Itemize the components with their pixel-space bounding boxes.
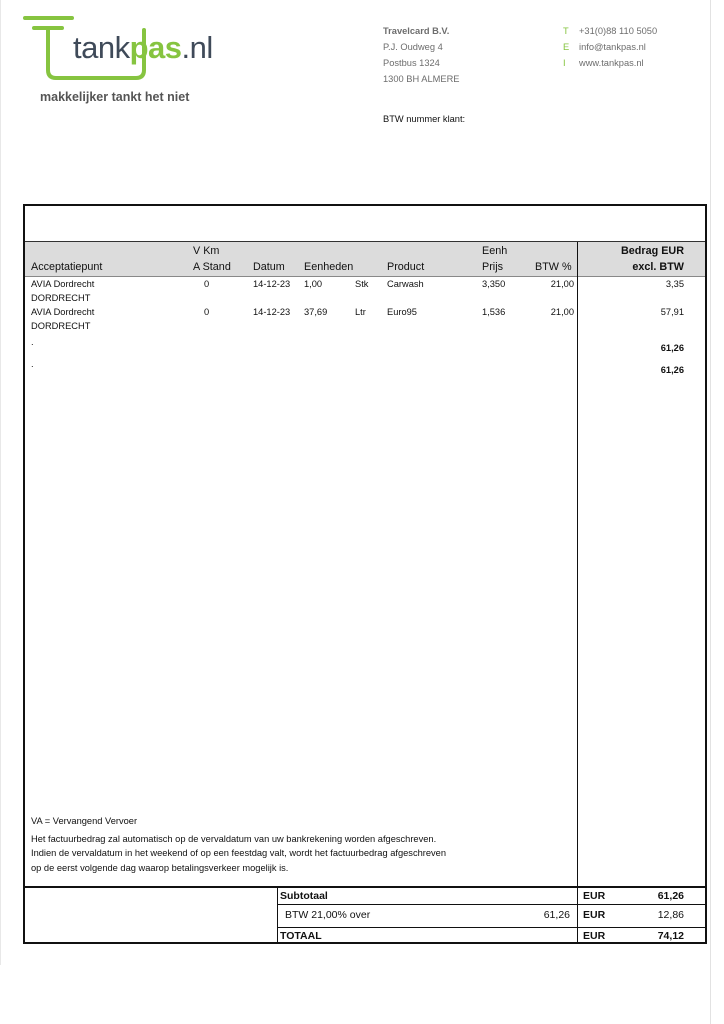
brand-part-pas: pas — [129, 30, 182, 65]
table-row-price: 1,536 — [482, 307, 506, 317]
company-address-line: 1300 BH ALMERE — [383, 74, 460, 84]
company-address-line: Postbus 1324 — [383, 58, 440, 68]
header-astand: A Stand — [193, 261, 231, 273]
brand-part-nl: .nl — [181, 30, 213, 65]
contact-key-web: I — [563, 58, 566, 68]
table-row-unit: Stk — [355, 279, 369, 289]
header-eenh: Eenh — [482, 245, 508, 257]
contact-key-email: E — [563, 42, 570, 52]
table-row-amount: 57,91 — [660, 307, 684, 317]
table-row-city: DORDRECHT — [31, 293, 91, 303]
note-line: Indien de vervaldatum in het weekend of op een feestdag valt, wordt het factuurbedrag afgeschreven — [31, 848, 447, 858]
table-row-km: 0 — [204, 307, 210, 317]
btw-base-amount: 61,26 — [543, 909, 570, 921]
note-line: Het factuurbedrag zal automatisch op de vervaldatum van uw bankrekening worden afgeschreven. — [31, 833, 437, 844]
note-line: op de eerst volgende dag waarop betalingsverkeer mogelijk is. — [31, 862, 289, 873]
table-row-price: 3,350 — [482, 279, 506, 289]
header-prijs: Prijs — [482, 261, 503, 273]
subtotaal-label: Subtotaal — [280, 890, 328, 902]
company-address — [383, 23, 459, 87]
table-row-product: Carwash — [387, 279, 424, 289]
header-btw: BTW % — [535, 261, 572, 273]
table-row-date: 14-12-23 — [253, 279, 291, 289]
totaal-label: TOTAAL — [280, 930, 322, 942]
contact-phone: +31(0)88 110 5050 — [579, 26, 658, 36]
header-bedrag: Bedrag EUR — [621, 245, 684, 257]
table-row-station: AVIA Dordrecht — [31, 307, 95, 317]
table-row-km: 0 — [204, 279, 210, 289]
contact-key-phone: T — [563, 26, 569, 36]
totaal-currency: EUR — [583, 930, 606, 942]
table-row-amount: 3,35 — [665, 279, 684, 289]
btw-currency: EUR — [583, 909, 606, 921]
totals-row-divider — [278, 927, 705, 928]
contact-info — [563, 23, 657, 71]
table-row-qty: 1,00 — [304, 279, 323, 289]
company-name: Travelcard B.V. — [383, 26, 450, 36]
table-row-city: DORDRECHT — [31, 321, 91, 331]
subtotal-marker: . — [31, 359, 34, 369]
amount-column-divider — [577, 242, 578, 886]
tagline: makkelijker tankt het niet — [40, 90, 190, 104]
header-acceptatiepunt: Acceptatiepunt — [31, 261, 103, 273]
page-left-edge — [0, 0, 1, 965]
subtotaal-currency: EUR — [583, 890, 606, 902]
note-va: VA = Vervangend Vervoer — [31, 816, 138, 826]
subtotal-amount: 61,26 — [660, 365, 684, 375]
header-eenheden: Eenheden — [304, 261, 354, 273]
table-row-product: Euro95 — [387, 307, 417, 317]
subtotal-marker: . — [31, 337, 34, 347]
company-address-line: P.J. Oudweg 4 — [383, 42, 443, 52]
totals-row-divider — [278, 904, 705, 905]
subtotaal-amount: 61,26 — [657, 890, 684, 902]
btw-label: BTW 21,00% over — [285, 909, 371, 921]
table-row-qty: 37,69 — [304, 307, 328, 317]
table-row-unit: Ltr — [355, 307, 366, 317]
invoice-notes — [31, 814, 446, 875]
totals-divider-left — [277, 886, 278, 944]
btw-nummer-klant: BTW nummer klant: — [383, 114, 466, 124]
btw-amount: 12,86 — [657, 909, 684, 921]
totals-divider-right — [577, 886, 578, 944]
header-datum: Datum — [253, 261, 285, 273]
totals-top-border — [25, 886, 705, 888]
table-row-btw: 21,00 — [550, 307, 574, 317]
contact-email: info@tankpas.nl — [579, 42, 646, 52]
subtotal-amount: 61,26 — [660, 343, 684, 353]
page-right-edge — [710, 0, 711, 1024]
table-row-btw: 21,00 — [550, 279, 574, 289]
brand-part-tank: tank — [73, 30, 130, 65]
table-row-date: 14-12-23 — [253, 307, 291, 317]
header-excl-btw: excl. BTW — [632, 261, 684, 273]
header-product: Product — [387, 261, 425, 273]
contact-website: www.tankpas.nl — [579, 58, 644, 68]
header-vkm: V Km — [193, 245, 220, 257]
table-row-station: AVIA Dordrecht — [31, 279, 95, 289]
brand-name — [73, 30, 213, 66]
totaal-amount: 74,12 — [657, 930, 684, 942]
